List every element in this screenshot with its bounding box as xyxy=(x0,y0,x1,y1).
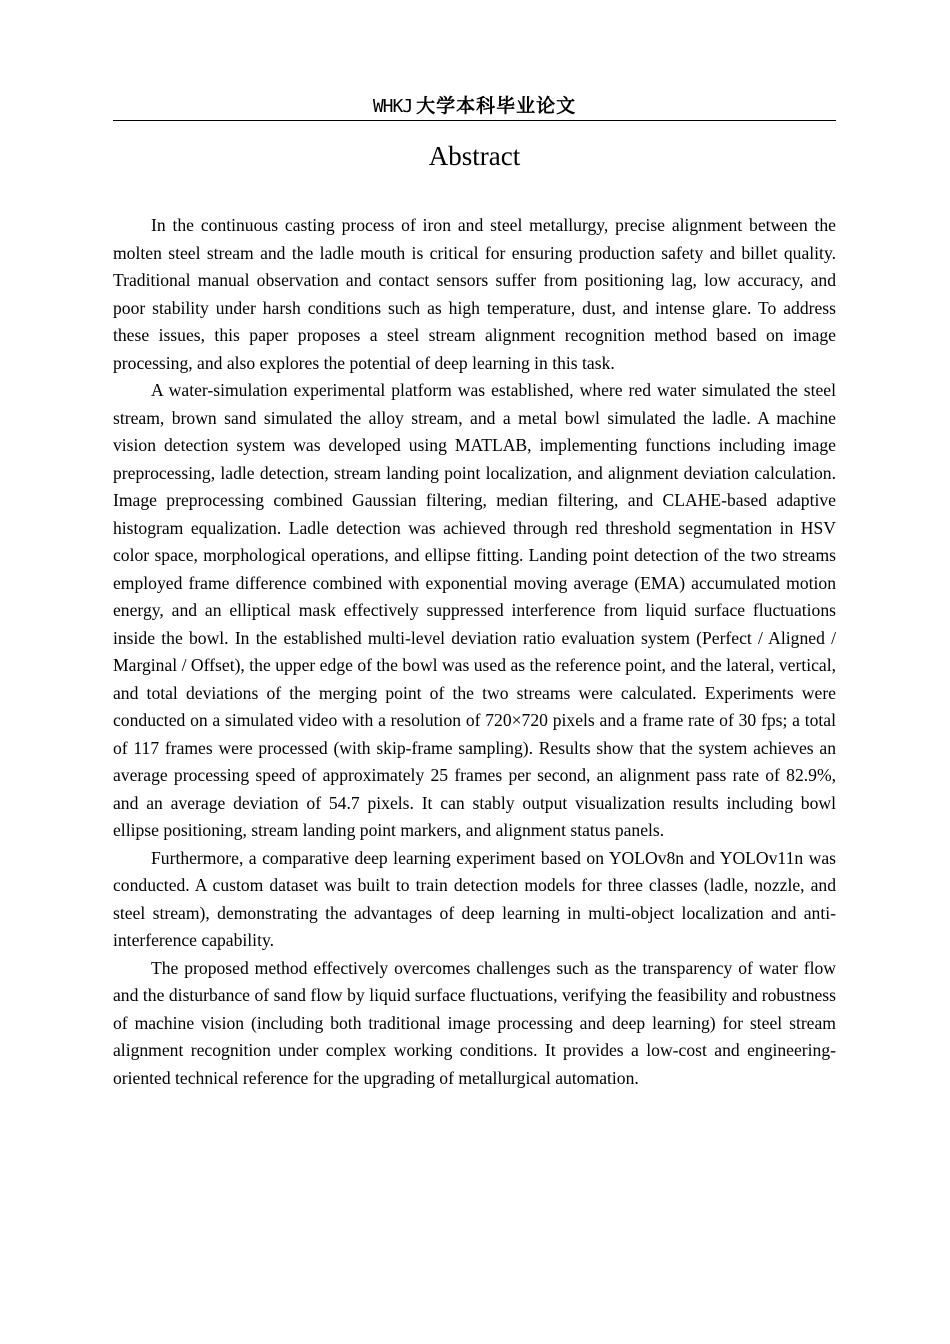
abstract-paragraph-3: Furthermore, a comparative deep learning experiment based on YOLOv8n and YOLOv11n was conducted. A custom dataset was built to train detection models for three classes (ladle, nozzle, and steel stream), demonstrating the advantages of deep learning in multi-object localization and anti-interference capability. xyxy=(113,847,836,950)
header-code: WHKJ xyxy=(372,96,413,117)
abstract-paragraph-2: A water-simulation experimental platform was established, where red water simulated the steel stream, brown sand simulated the alloy stream, and a metal bowl simulated the ladle. A machine vision detection system was developed using MATLAB, implementing functions including image preprocessing, ladle detection, stream landing point localization, and alignment deviation calculation. Image preprocessing combined Gaussian filtering, median filtering, and CLAHE-based adaptive histogram equalization. Ladle detection was achieved through red threshold segmentation in HSV color space, morphological operations, and ellipse fitting. Landing point detection of the two streams employed frame difference combined with exponential moving average (EMA) accumulated motion energy, and an elliptical mask effectively suppressed interference from liquid surface fluctuations inside the bowl. In the established multi-level deviation ratio evaluation system (Perfect / Aligned / Marginal / Offset), the upper edge of the bowl was used as the reference point, and the lateral, vertical, and total deviations of the merging point of the two streams were calculated. Experiments were conducted on a simulated video with a resolution of 720×720 pixels and a frame rate of 30 fps; a total of 117 frames were processed (with skip-frame sampling). Results show that the system achieves an average processing speed of approximately 25 frames per second, an alignment pass rate of 82.9%, and an average deviation of 54.7 pixels. It can stably output visualization results including bowl ellipse positioning, stream landing point markers, and alignment status panels. xyxy=(113,380,836,840)
page-header xyxy=(113,92,836,121)
abstract-title: Abstract xyxy=(428,141,521,171)
abstract-body xyxy=(113,212,836,1092)
abstract-paragraph-4: The proposed method effectively overcomes challenges such as the transparency of water flow and the disturbance of sand flow by liquid surface fluctuations, verifying the feasibility and robustness of machine vision (including both traditional image processing and deep learning) for steel stream alignment recognition under complex working conditions. It provides a low-cost and engineering-oriented technical reference for the upgrading of metallurgical automation. xyxy=(113,957,836,1088)
abstract-paragraph-1: In the continuous casting process of iron and steel metallurgy, precise alignment between the molten steel stream and the ladle mouth is critical for ensuring production safety and billet quality. Traditional manual observation and contact sensors suffer from positioning lag, low accuracy, and poor stability under harsh conditions such as high temperature, dust, and intense glare. To address these issues, this paper proposes a steel stream alignment recognition method based on image processing, and also explores the potential of deep learning in this task. xyxy=(113,215,836,373)
header-title: 大学本科毕业论文 xyxy=(416,95,577,117)
